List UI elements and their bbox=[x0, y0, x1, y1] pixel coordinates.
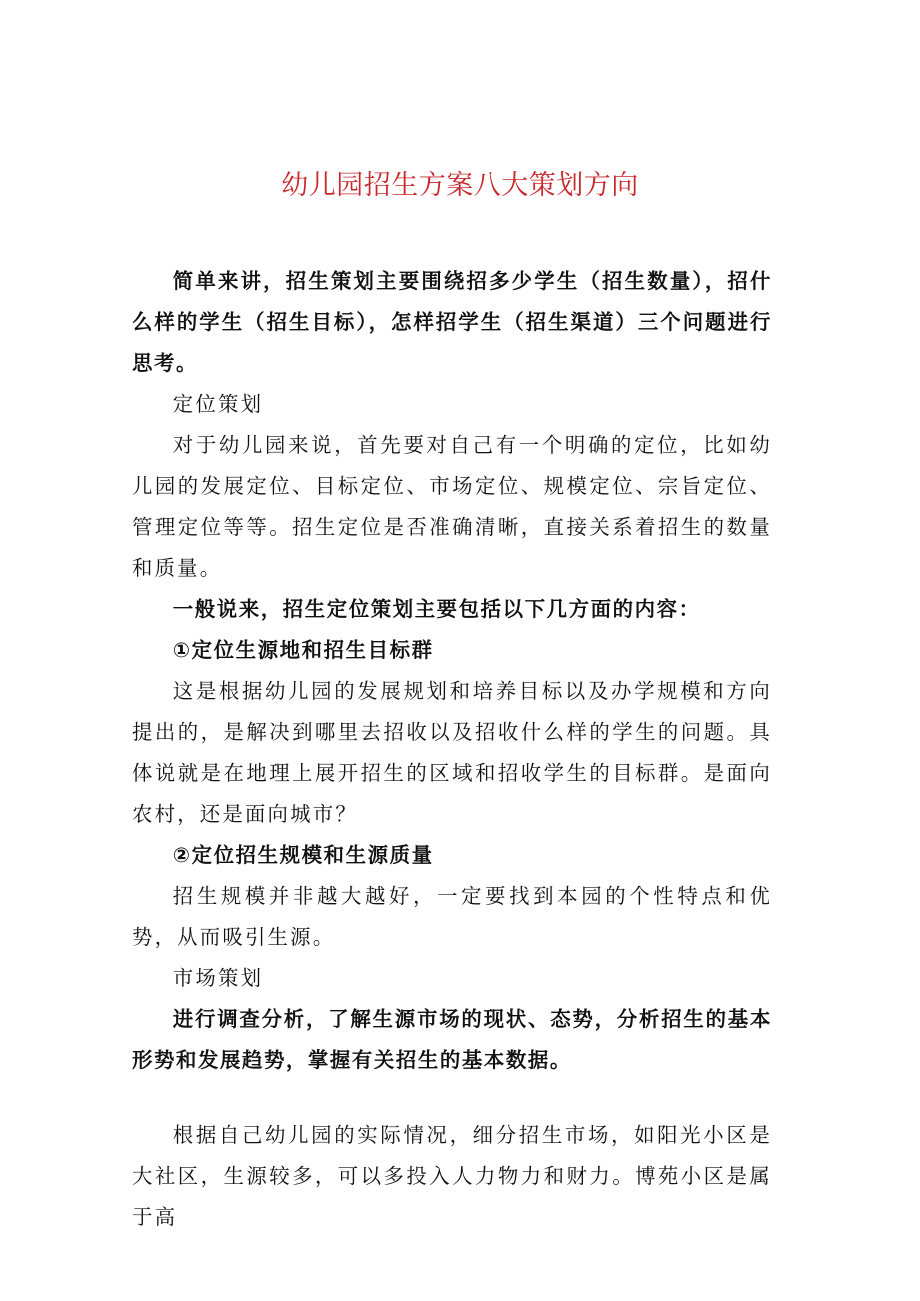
intro-paragraph: 简单来讲，招生策划主要围绕招多少学生（招生数量），招什么样的学生（招生目标），怎样招学生（招生渠道）三个问题进行思考。 bbox=[132, 269, 772, 375]
positioning-paragraph: 对于幼儿园来说，首先要对自己有一个明确的定位，比如幼儿园的发展定位、目标定位、市场定位、规模定位、宗旨定位、管理定位等等。招生定位是否准确清晰，直接关系着招生的数量和质量。 bbox=[132, 433, 772, 580]
scale-quality-paragraph: 招生规模并非越大越好，一定要找到本园的个性特点和优势，从而吸引生源。 bbox=[132, 884, 772, 949]
subheading-target-group: ①定位生源地和招生目标群 bbox=[172, 638, 434, 662]
market-analysis-paragraph: 进行调查分析，了解生源市场的现状、态势，分析招生的基本形势和发展趋势，掌握有关招生的基本数据。 bbox=[132, 1007, 772, 1072]
document-title: 幼儿园招生方案八大策划方向 bbox=[281, 170, 639, 201]
positioning-summary-paragraph: 一般说来，招生定位策划主要包括以下几方面的内容： bbox=[172, 597, 701, 621]
section-heading-market: 市场策划 bbox=[172, 966, 264, 990]
subheading-scale-quality: ②定位招生规模和生源质量 bbox=[172, 843, 434, 867]
market-segmentation-paragraph: 根据自己幼儿园的实际情况，细分招生市场，如阳光小区是大社区，生源较多，可以多投入人力物力和财力。博苑小区是属于高 bbox=[132, 1123, 772, 1229]
paragraph-gap bbox=[132, 1081, 772, 1115]
section-heading-positioning: 定位策划 bbox=[172, 392, 264, 416]
document-body bbox=[132, 261, 772, 1238]
target-group-paragraph: 这是根据幼儿园的发展规划和培养目标以及办学规模和方向提出的，是解决到哪里去招收以及招收什么样的学生的问题。具体说就是在地理上展开招生的区域和招收学生的目标群。是面向农村，还是面向城市？ bbox=[132, 679, 772, 826]
